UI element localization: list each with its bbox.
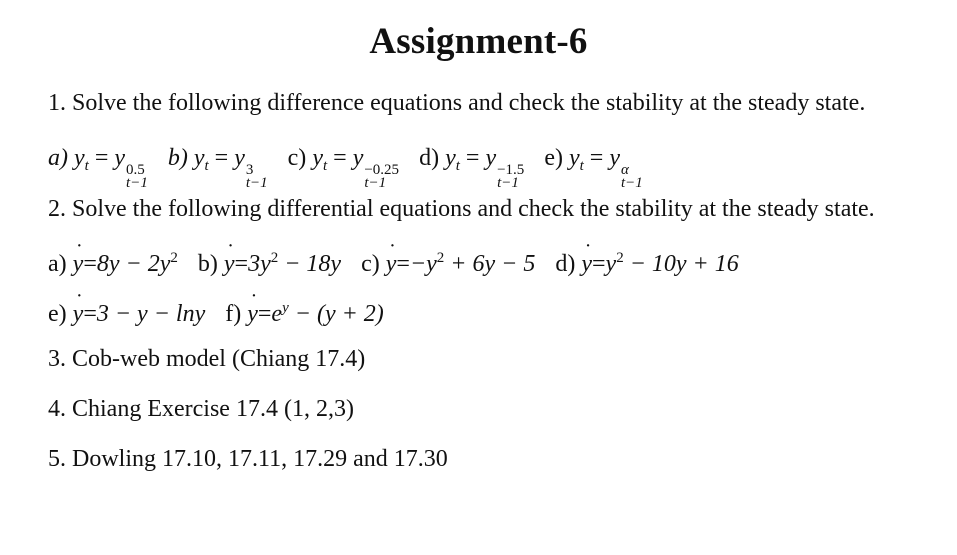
difference-equation-b: b) $y_t = y$ 3 t−1 — [167, 145, 268, 191]
question-2-text: 2. Solve the following differential equations and check the stability at the steady state. — [48, 196, 875, 222]
difference-equation-a: a) $y_t = y$ 0.5 t−1 — [48, 145, 148, 191]
assignment-title: Assignment-6 — [369, 21, 588, 62]
question-5-text: 5. Dowling 17.10, 17.11, 17.29 and 17.30 — [48, 446, 448, 472]
differential-equation-f: f) y $˙=e^y - (y + 2)$ — [225, 293, 384, 329]
question-2-equations-row-1 — [48, 243, 753, 279]
differential-equation-b: b) y $˙=3y^2 - 18y$ — [198, 243, 341, 279]
differential-equation-d: d) y $˙=y^2 - 10y + 16$ — [555, 243, 738, 279]
difference-equation-d: d) $y_t = y$ −1.5 t−1 — [419, 145, 525, 191]
question-2-equations-row-2 — [48, 293, 398, 329]
differential-equation-a: a) y ˙=8y − $2y^2$ — [48, 243, 178, 279]
question-3-text: 3. Cob-web model (Chiang 17.4) — [48, 346, 366, 372]
difference-equation-e: e) $y_t = y$ α t−1 — [544, 145, 643, 191]
difference-equation-c: c) $y_t = y$ −0.25 t−1 — [287, 145, 400, 191]
question-1-equations — [48, 143, 657, 190]
question-1-text: 1. Solve the following difference equations and check the stability at the steady state. — [48, 90, 866, 116]
question-4-text: 4. Chiang Exercise 17.4 (1, 2,3) — [48, 396, 354, 422]
differential-equation-c: c) y $˙=-y^2 + 6y - 5$ — [361, 243, 535, 279]
differential-equation-e: e) y ˙=3 − y − lny — [48, 299, 205, 329]
